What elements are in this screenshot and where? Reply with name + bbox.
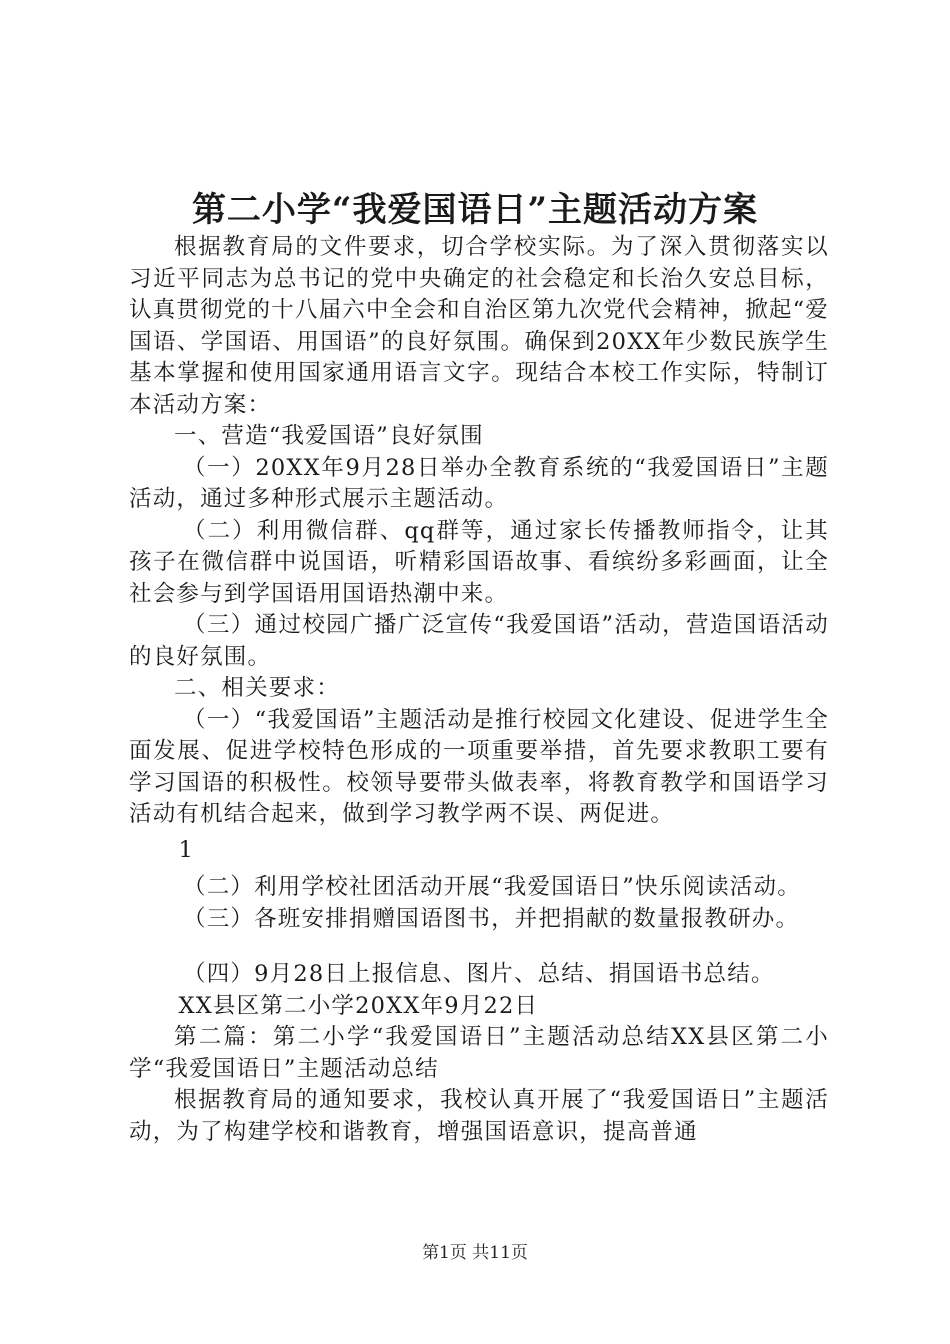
- section-2-item-1: （一）“我爱国语”主题活动是推行校园文化建设、促进学生全面发展、促进学校特色形成的一项重要举措，首先要求教职工要有学习国语的积极性。校领导要带头做表率，将教育教学和国语学习活动有机结合起来，做到学习教学两不误、两促进。: [129, 706, 829, 827]
- section-1-item-1: （一）20XX年9月28日举办全教育系统的“我爱国语日”主题活动，通过多种形式展示主题活动。: [129, 454, 829, 512]
- section-1-item-2: （二）利用微信群、qq群等，通过家长传播教师指令，让其孩子在微信群中说国语，听精彩国语故事、看缤纷多彩画面，让全社会参与到学国语用国语热潮中来。: [129, 517, 829, 607]
- section-heading-2: 二、相关要求：: [174, 675, 340, 701]
- second-article-heading: 第二篇：第二小学“我爱国语日”主题活动总结XX县区第二小学“我爱国语日”主题活动总结: [129, 1024, 829, 1082]
- signature-line: XX县区第二小学20XX年9月22日: [178, 992, 539, 1019]
- intro-paragraph: 根据教育局的文件要求，切合学校实际。为了深入贯彻落实以习近平同志为总书记的党中央确定的社会稳定和长治久安总目标，认真贯彻党的十八届六中全会和自治区第九次党代会精神，掀起“爱国语、学国语、用国语”的良好氛围。确保到20XX年少数民族学生基本掌握和使用国家通用语言文字。现结合本校工作实际，特制订本活动方案：: [129, 234, 830, 418]
- section-1-item-3: （三）通过校园广播广泛宣传“我爱国语”活动，营造国语活动的良好氛围。: [129, 612, 829, 670]
- document-title: 第二小学“我爱国语日”主题活动方案: [191, 190, 759, 230]
- section-heading-1: 一、营造“我爱国语”良好氛围: [174, 423, 484, 449]
- page-footer: 第1页 共11页: [422, 1243, 528, 1263]
- second-article-paragraph: 根据教育局的通知要求，我校认真开展了“我爱国语日”主题活动，为了构建学校和谐教育，增强国语意识，提高普通: [129, 1087, 829, 1145]
- section-2-item-4: （四）9月28日上报信息、图片、总结、捐国语书总结。: [183, 961, 775, 987]
- section-2-item-2: （二）利用学校社团活动开展“我爱国语日”快乐阅读活动。: [183, 874, 801, 900]
- inline-page-number: 1: [178, 836, 195, 863]
- document-body: [129, 232, 829, 1148]
- section-2-item-3: （三）各班安排捐赠国语图书，并把捐献的数量报教研办。: [183, 905, 800, 932]
